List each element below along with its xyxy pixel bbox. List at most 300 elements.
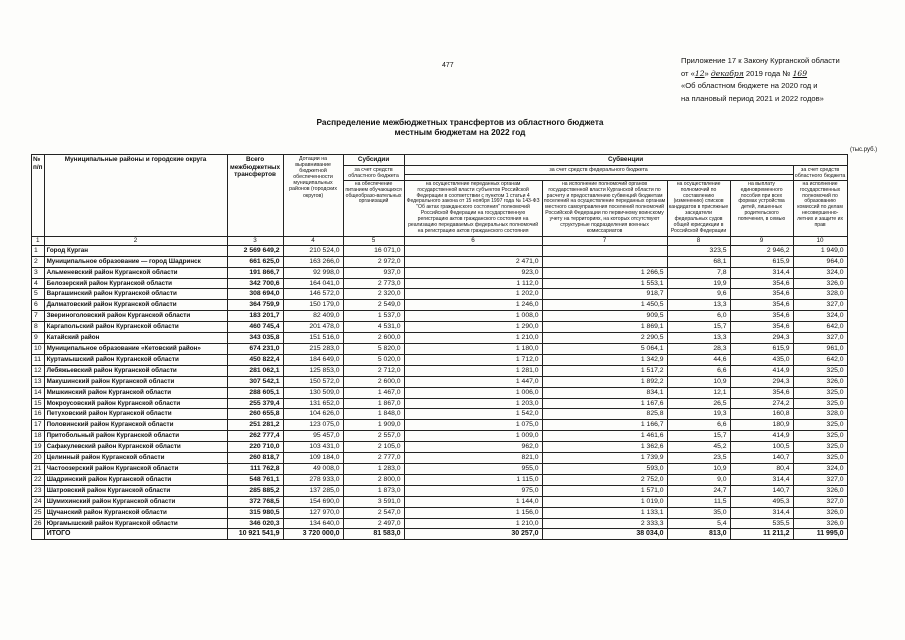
value-cell: 1 450,5 bbox=[542, 300, 667, 311]
value-cell: 1 008,0 bbox=[404, 311, 542, 322]
table-row bbox=[32, 256, 848, 267]
municipality-name: Шадринский район Курганской области bbox=[44, 474, 227, 485]
value-cell: 260 655,8 bbox=[227, 409, 283, 420]
municipality-name: Муниципальное образование «Кетовский район» bbox=[44, 344, 227, 355]
municipality-name: Далматовский район Курганской области bbox=[44, 300, 227, 311]
value-cell: 5 020,0 bbox=[343, 354, 404, 365]
handwritten-day: 12 bbox=[694, 68, 705, 78]
value-cell: 163 266,0 bbox=[283, 256, 343, 267]
value-cell: 2 320,0 bbox=[343, 289, 404, 300]
value-cell: 2 752,0 bbox=[542, 474, 667, 485]
row-number: 6 bbox=[32, 300, 45, 311]
municipality-name: Мокроусовский район Курганской области bbox=[44, 398, 227, 409]
value-cell: 326,0 bbox=[793, 485, 847, 496]
value-cell: 2 800,0 bbox=[343, 474, 404, 485]
value-cell: 44,6 bbox=[667, 354, 730, 365]
column-index-cell: 9 bbox=[730, 236, 793, 245]
value-cell: 937,0 bbox=[343, 267, 404, 278]
value-cell: 325,0 bbox=[793, 431, 847, 442]
value-cell bbox=[542, 256, 667, 267]
value-cell: 16 071,0 bbox=[343, 245, 404, 256]
header-num: № п/п bbox=[32, 155, 45, 237]
table-row bbox=[32, 507, 848, 518]
value-cell: 1 447,0 bbox=[404, 376, 542, 387]
value-cell: 6,6 bbox=[667, 420, 730, 431]
value-cell: 593,0 bbox=[542, 463, 667, 474]
value-cell: 825,8 bbox=[542, 409, 667, 420]
value-cell: 294,3 bbox=[730, 376, 793, 387]
value-cell: 1 019,0 bbox=[542, 496, 667, 507]
header-col6: на осуществление переданных органам государственной власти субъектов Российской Федерации в соответствии с пунктом 1 статьи 4 Федерального закона от 15 ноября 1997 года № 143-ФЗ "Об актах гражданского состояния" полномочий Российской Федерации на государственную регистрацию актов гражданского состояния на реализацию передаваемых федеральных полномочий на регистрацию актов гражданского состояния bbox=[404, 180, 542, 236]
value-cell: 9,6 bbox=[667, 289, 730, 300]
total-cell: 11 995,0 bbox=[793, 529, 847, 540]
value-cell: 1 892,2 bbox=[542, 376, 667, 387]
value-cell: 1 517,2 bbox=[542, 365, 667, 376]
municipality-name: Петуховский район Курганской области bbox=[44, 409, 227, 420]
municipality-name: Катайский район bbox=[44, 333, 227, 344]
value-cell: 1 180,0 bbox=[404, 344, 542, 355]
value-cell: 325,0 bbox=[793, 387, 847, 398]
value-cell: 127 970,0 bbox=[283, 507, 343, 518]
row-number: 18 bbox=[32, 431, 45, 442]
value-cell: 262 777,4 bbox=[227, 431, 283, 442]
municipality-name: Лебяжьевский район Курганской области bbox=[44, 365, 227, 376]
value-cell: 314,4 bbox=[730, 474, 793, 485]
value-cell: 274,2 bbox=[730, 398, 793, 409]
row-number: 3 bbox=[32, 267, 45, 278]
value-cell: 354,6 bbox=[730, 300, 793, 311]
value-cell: 26,5 bbox=[667, 398, 730, 409]
value-cell: 1 167,6 bbox=[542, 398, 667, 409]
value-cell: 2 547,0 bbox=[343, 507, 404, 518]
municipality-name: Альменевский район Курганской области bbox=[44, 267, 227, 278]
row-number: 20 bbox=[32, 453, 45, 464]
table-row bbox=[32, 354, 848, 365]
column-index-cell: 1 bbox=[32, 236, 45, 245]
header-subventions: Субвенции bbox=[404, 155, 847, 166]
value-cell: 1 009,0 bbox=[404, 431, 542, 442]
value-cell: 150 179,0 bbox=[283, 300, 343, 311]
value-cell: 308 694,0 bbox=[227, 289, 283, 300]
value-cell: 661 625,0 bbox=[227, 256, 283, 267]
total-cell: 813,0 bbox=[667, 529, 730, 540]
municipality-name: Город Курган bbox=[44, 245, 227, 256]
table-row bbox=[32, 420, 848, 431]
value-cell: 68,1 bbox=[667, 256, 730, 267]
table-row bbox=[32, 267, 848, 278]
value-cell: 1 144,0 bbox=[404, 496, 542, 507]
total-row bbox=[32, 529, 848, 540]
value-cell: 1 156,0 bbox=[404, 507, 542, 518]
municipality-name: Сафакулевский район Курганской области bbox=[44, 442, 227, 453]
table-row bbox=[32, 409, 848, 420]
value-cell: 314,4 bbox=[730, 267, 793, 278]
table-row bbox=[32, 485, 848, 496]
header-col7: на исполнение полномочий органов государственной власти Курганской области по расчету и предоставлению субвенций бюджетам поселений на осуществление переданных органам местного самоуправления поселений полномочий Российской Федерации по первичному воинскому учету на территориях, на которых отсутствуют структурные подразделения военных комиссариатов bbox=[542, 180, 667, 236]
appendix-line-1: Приложение 17 к Закону Курганской области bbox=[681, 56, 840, 65]
table-row bbox=[32, 333, 848, 344]
value-cell: 154 690,0 bbox=[283, 496, 343, 507]
table-row bbox=[32, 387, 848, 398]
value-cell: 325,0 bbox=[793, 365, 847, 376]
value-cell: 151 516,0 bbox=[283, 333, 343, 344]
value-cell: 548 761,1 bbox=[227, 474, 283, 485]
value-cell: 354,6 bbox=[730, 322, 793, 333]
value-cell: 414,9 bbox=[730, 365, 793, 376]
table-row bbox=[32, 289, 848, 300]
value-cell: 260 818,7 bbox=[227, 453, 283, 464]
table-row bbox=[32, 398, 848, 409]
table-row bbox=[32, 344, 848, 355]
table-row bbox=[32, 365, 848, 376]
value-cell: 80,4 bbox=[730, 463, 793, 474]
row-number: 2 bbox=[32, 256, 45, 267]
value-cell: 2 471,0 bbox=[404, 256, 542, 267]
table-row bbox=[32, 474, 848, 485]
value-cell: 1 873,0 bbox=[343, 485, 404, 496]
value-cell: 19,9 bbox=[667, 278, 730, 289]
value-cell: 111 762,8 bbox=[227, 463, 283, 474]
value-cell: 535,5 bbox=[730, 518, 793, 529]
total-cell: 11 211,2 bbox=[730, 529, 793, 540]
header-subsidies-regional: за счет средств областного бюджета bbox=[343, 165, 404, 180]
row-number: 13 bbox=[32, 376, 45, 387]
value-cell: 103 431,0 bbox=[283, 442, 343, 453]
value-cell: 28,3 bbox=[667, 344, 730, 355]
value-cell: 2 497,0 bbox=[343, 518, 404, 529]
total-cell: 10 921 541,9 bbox=[227, 529, 283, 540]
total-label: ИТОГО bbox=[44, 529, 227, 540]
value-cell: 137 285,0 bbox=[283, 485, 343, 496]
column-index-cell: 8 bbox=[667, 236, 730, 245]
municipality-name: Шатровский район Курганской области bbox=[44, 485, 227, 496]
value-cell: 346 020,3 bbox=[227, 518, 283, 529]
row-number: 7 bbox=[32, 311, 45, 322]
value-cell: 95 457,0 bbox=[283, 431, 343, 442]
value-cell bbox=[542, 245, 667, 256]
value-cell: 11,5 bbox=[667, 496, 730, 507]
value-cell: 1 848,0 bbox=[343, 409, 404, 420]
value-cell: 1 202,0 bbox=[404, 289, 542, 300]
row-number: 11 bbox=[32, 354, 45, 365]
value-cell: 343 035,8 bbox=[227, 333, 283, 344]
row-number: 26 bbox=[32, 518, 45, 529]
column-index-row bbox=[32, 236, 848, 245]
column-index-cell: 6 bbox=[404, 236, 542, 245]
table-row bbox=[32, 496, 848, 507]
value-cell: 1 006,0 bbox=[404, 387, 542, 398]
value-cell: 307 542,1 bbox=[227, 376, 283, 387]
value-cell: 615,9 bbox=[730, 344, 793, 355]
header-subventions-regional: за счет средств областного бюджета bbox=[794, 166, 846, 179]
value-cell: 324,0 bbox=[793, 267, 847, 278]
value-cell: 13,3 bbox=[667, 333, 730, 344]
row-number: 10 bbox=[32, 344, 45, 355]
value-cell: 2 600,0 bbox=[343, 376, 404, 387]
value-cell: 325,0 bbox=[793, 442, 847, 453]
row-number: 19 bbox=[32, 442, 45, 453]
value-cell: 220 710,0 bbox=[227, 442, 283, 453]
value-cell: 326,0 bbox=[793, 376, 847, 387]
row-number: 1 bbox=[32, 245, 45, 256]
table-row bbox=[32, 278, 848, 289]
value-cell: 1 867,0 bbox=[343, 398, 404, 409]
value-cell: 294,3 bbox=[730, 333, 793, 344]
value-cell: 918,7 bbox=[542, 289, 667, 300]
value-cell: 140,7 bbox=[730, 453, 793, 464]
value-cell: 834,1 bbox=[542, 387, 667, 398]
value-cell: 191 866,7 bbox=[227, 267, 283, 278]
municipality-name: Шумихинский район Курганской области bbox=[44, 496, 227, 507]
value-cell bbox=[404, 245, 542, 256]
value-cell: 435,0 bbox=[730, 354, 793, 365]
row-number: 16 bbox=[32, 409, 45, 420]
handwritten-number: 169 bbox=[792, 68, 808, 78]
municipality-name: Мишкинский район Курганской области bbox=[44, 387, 227, 398]
value-cell: 288 605,1 bbox=[227, 387, 283, 398]
value-cell: 354,6 bbox=[730, 387, 793, 398]
value-cell: 2 777,0 bbox=[343, 453, 404, 464]
value-cell: 130 509,0 bbox=[283, 387, 343, 398]
value-cell: 327,0 bbox=[793, 474, 847, 485]
value-cell: 251 281,2 bbox=[227, 420, 283, 431]
value-cell: 3 591,0 bbox=[343, 496, 404, 507]
value-cell: 328,0 bbox=[793, 409, 847, 420]
value-cell: 372 768,5 bbox=[227, 496, 283, 507]
value-cell: 1 203,0 bbox=[404, 398, 542, 409]
value-cell: 6,0 bbox=[667, 311, 730, 322]
page-number: 477 bbox=[442, 62, 454, 69]
column-index-cell: 3 bbox=[227, 236, 283, 245]
handwritten-month: декабря bbox=[710, 68, 744, 78]
value-cell: 1 537,0 bbox=[343, 311, 404, 322]
value-cell: 325,0 bbox=[793, 420, 847, 431]
value-cell: 328,0 bbox=[793, 289, 847, 300]
value-cell: 160,8 bbox=[730, 409, 793, 420]
value-cell: 140,7 bbox=[730, 485, 793, 496]
table-row bbox=[32, 245, 848, 256]
value-cell: 2 569 649,2 bbox=[227, 245, 283, 256]
value-cell: 131 652,0 bbox=[283, 398, 343, 409]
municipality-name: Частоозерский район Курганской области bbox=[44, 463, 227, 474]
value-cell: 24,7 bbox=[667, 485, 730, 496]
value-cell: 326,0 bbox=[793, 507, 847, 518]
value-cell: 1 266,5 bbox=[542, 267, 667, 278]
value-cell: 1 342,9 bbox=[542, 354, 667, 365]
municipality-name: Притобольный район Курганской области bbox=[44, 431, 227, 442]
value-cell: 1 290,0 bbox=[404, 322, 542, 333]
value-cell: 1 553,1 bbox=[542, 278, 667, 289]
value-cell: 642,0 bbox=[793, 322, 847, 333]
value-cell: 923,0 bbox=[404, 267, 542, 278]
table-row bbox=[32, 311, 848, 322]
table-row bbox=[32, 322, 848, 333]
value-cell: 460 745,4 bbox=[227, 322, 283, 333]
value-cell: 35,0 bbox=[667, 507, 730, 518]
table-row bbox=[32, 376, 848, 387]
value-cell: 1 467,0 bbox=[343, 387, 404, 398]
value-cell: 964,0 bbox=[793, 256, 847, 267]
value-cell: 146 572,0 bbox=[283, 289, 343, 300]
transfers-table bbox=[31, 154, 848, 540]
municipality-name: Юргамышский район Курганской области bbox=[44, 518, 227, 529]
value-cell: 364 759,9 bbox=[227, 300, 283, 311]
row-number: 8 bbox=[32, 322, 45, 333]
value-cell: 324,0 bbox=[793, 311, 847, 322]
value-cell: 2 549,0 bbox=[343, 300, 404, 311]
value-cell: 134 640,0 bbox=[283, 518, 343, 529]
value-cell: 327,0 bbox=[793, 496, 847, 507]
value-cell: 1 115,0 bbox=[404, 474, 542, 485]
header-col10: на исполнение государственных полномочий по образованию комиссий по делам несовершенно-летних и защите их прав bbox=[793, 180, 847, 236]
row-number: 21 bbox=[32, 463, 45, 474]
value-cell: 255 379,4 bbox=[227, 398, 283, 409]
value-cell: 45,2 bbox=[667, 442, 730, 453]
header-subsidies: Субсидии bbox=[343, 155, 404, 166]
header-col5: на обеспечение питанием обучающихся общеобразо-вательных организаций bbox=[343, 180, 404, 236]
value-cell: 1 281,0 bbox=[404, 365, 542, 376]
value-cell: 2 557,0 bbox=[343, 431, 404, 442]
value-cell: 2 105,0 bbox=[343, 442, 404, 453]
value-cell: 315 980,5 bbox=[227, 507, 283, 518]
row-number: 15 bbox=[32, 398, 45, 409]
column-index-cell: 10 bbox=[793, 236, 847, 245]
value-cell: 184 649,0 bbox=[283, 354, 343, 365]
value-cell: 5,4 bbox=[667, 518, 730, 529]
header-subventions-federal: за счет средств федерального бюджета bbox=[404, 165, 793, 174]
municipality-name: Каргапольский район Курганской области bbox=[44, 322, 227, 333]
value-cell: 281 062,1 bbox=[227, 365, 283, 376]
value-cell: 5 064,1 bbox=[542, 344, 667, 355]
value-cell: 1 542,0 bbox=[404, 409, 542, 420]
row-number: 22 bbox=[32, 474, 45, 485]
value-cell: 1 246,0 bbox=[404, 300, 542, 311]
value-cell: 4 531,0 bbox=[343, 322, 404, 333]
row-number: 14 bbox=[32, 387, 45, 398]
municipality-name: Белозерский район Курганской области bbox=[44, 278, 227, 289]
row-number: 23 bbox=[32, 485, 45, 496]
table-row bbox=[32, 442, 848, 453]
value-cell: 19,3 bbox=[667, 409, 730, 420]
total-cell bbox=[32, 529, 45, 540]
total-cell: 38 034,0 bbox=[542, 529, 667, 540]
value-cell: 325,0 bbox=[793, 453, 847, 464]
header-total: Всего межбюджетных трансфертов bbox=[227, 155, 283, 237]
value-cell: 326,0 bbox=[793, 518, 847, 529]
value-cell: 1 739,9 bbox=[542, 453, 667, 464]
column-index-cell: 4 bbox=[283, 236, 343, 245]
value-cell: 201 478,0 bbox=[283, 322, 343, 333]
table-body bbox=[32, 236, 848, 539]
row-number: 5 bbox=[32, 289, 45, 300]
value-cell: 2 333,3 bbox=[542, 518, 667, 529]
value-cell: 1 461,6 bbox=[542, 431, 667, 442]
column-index-cell: 2 bbox=[44, 236, 227, 245]
value-cell: 82 409,0 bbox=[283, 311, 343, 322]
value-cell: 327,0 bbox=[793, 300, 847, 311]
appendix-line-4: на плановый период 2021 и 2022 годов» bbox=[681, 93, 824, 103]
row-number: 4 bbox=[32, 278, 45, 289]
value-cell: 13,3 bbox=[667, 300, 730, 311]
value-cell: 2 773,0 bbox=[343, 278, 404, 289]
value-cell: 5 820,0 bbox=[343, 344, 404, 355]
header-col9: на выплату единовременного пособия при всех формах устройства детей, лишенных родительского попечения, в семью bbox=[730, 180, 793, 236]
value-cell: 10,9 bbox=[667, 376, 730, 387]
value-cell: 975,0 bbox=[404, 485, 542, 496]
row-number: 25 bbox=[32, 507, 45, 518]
value-cell: 23,5 bbox=[667, 453, 730, 464]
value-cell: 1 712,0 bbox=[404, 354, 542, 365]
value-cell: 1 210,0 bbox=[404, 518, 542, 529]
municipality-name: Муниципальное образование — город Шадринск bbox=[44, 256, 227, 267]
value-cell: 12,1 bbox=[667, 387, 730, 398]
value-cell: 164 041,0 bbox=[283, 278, 343, 289]
appendix-line-2: от «12» декабря 2019 года № 169 bbox=[681, 68, 808, 78]
value-cell: 1 949,0 bbox=[793, 245, 847, 256]
value-cell: 215 283,0 bbox=[283, 344, 343, 355]
value-cell: 325,0 bbox=[793, 398, 847, 409]
value-cell: 9,0 bbox=[667, 474, 730, 485]
table-row bbox=[32, 518, 848, 529]
value-cell: 327,0 bbox=[793, 333, 847, 344]
value-cell: 1 166,7 bbox=[542, 420, 667, 431]
value-cell: 2 712,0 bbox=[343, 365, 404, 376]
municipality-name: Целинный район Курганской области bbox=[44, 453, 227, 464]
appendix-line-3: «Об областном бюджете на 2020 год и bbox=[681, 81, 818, 90]
value-cell: 615,9 bbox=[730, 256, 793, 267]
municipality-name: Куртамышский район Курганской области bbox=[44, 354, 227, 365]
header-dotation: Дотации на выравнивание бюджетной обеспеченности муниципальных районов (городских округов) bbox=[283, 155, 343, 237]
value-cell: 821,0 bbox=[404, 453, 542, 464]
table-row bbox=[32, 453, 848, 464]
row-number: 17 bbox=[32, 420, 45, 431]
value-cell: 495,3 bbox=[730, 496, 793, 507]
value-cell: 278 933,0 bbox=[283, 474, 343, 485]
value-cell: 1 869,1 bbox=[542, 322, 667, 333]
column-index-cell: 5 bbox=[343, 236, 404, 245]
value-cell: 2 946,2 bbox=[730, 245, 793, 256]
row-number: 12 bbox=[32, 365, 45, 376]
value-cell: 92 998,0 bbox=[283, 267, 343, 278]
value-cell: 414,9 bbox=[730, 431, 793, 442]
value-cell: 6,6 bbox=[667, 365, 730, 376]
value-cell: 674 231,0 bbox=[227, 344, 283, 355]
table-row bbox=[32, 463, 848, 474]
value-cell: 15,7 bbox=[667, 431, 730, 442]
municipality-name: Щучанский район Курганской области bbox=[44, 507, 227, 518]
value-cell: 642,0 bbox=[793, 354, 847, 365]
value-cell: 326,0 bbox=[793, 278, 847, 289]
municipality-name: Звериноголовский район Курганской области bbox=[44, 311, 227, 322]
total-cell: 30 257,0 bbox=[404, 529, 542, 540]
value-cell: 2 600,0 bbox=[343, 333, 404, 344]
value-cell: 125 853,0 bbox=[283, 365, 343, 376]
value-cell: 324,0 bbox=[793, 463, 847, 474]
value-cell: 210 524,0 bbox=[283, 245, 343, 256]
value-cell: 1 210,0 bbox=[404, 333, 542, 344]
municipality-name: Макушинский район Курганской области bbox=[44, 376, 227, 387]
value-cell: 15,7 bbox=[667, 322, 730, 333]
header-name: Муниципальные районы и городские округа bbox=[44, 155, 227, 237]
appendix-block bbox=[681, 55, 840, 105]
value-cell: 109 184,0 bbox=[283, 453, 343, 464]
value-cell: 2 290,5 bbox=[542, 333, 667, 344]
value-cell: 450 822,4 bbox=[227, 354, 283, 365]
value-cell: 180,9 bbox=[730, 420, 793, 431]
row-number: 9 bbox=[32, 333, 45, 344]
value-cell: 323,5 bbox=[667, 245, 730, 256]
value-cell: 1 075,0 bbox=[404, 420, 542, 431]
